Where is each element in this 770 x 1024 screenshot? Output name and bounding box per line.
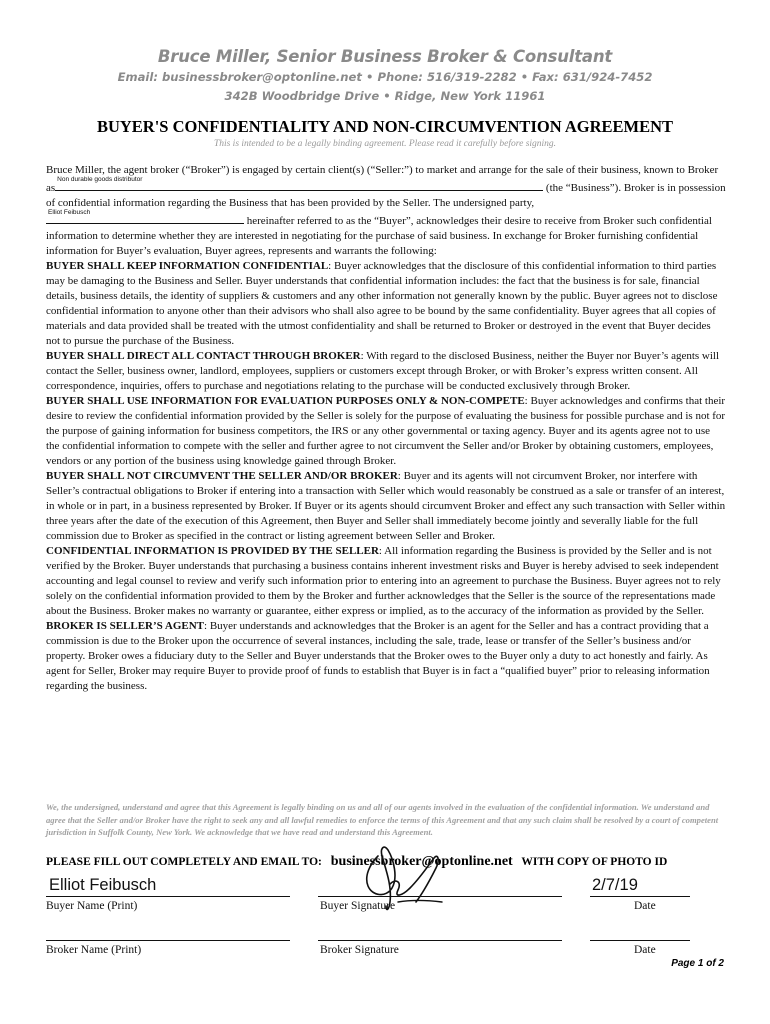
section-non-circumvent bbox=[46, 469, 726, 544]
buyer-party-field[interactable] bbox=[46, 211, 244, 224]
buyer-name-label: Buyer Name (Print) bbox=[46, 900, 138, 912]
business-name-field[interactable] bbox=[55, 178, 543, 191]
section-heading: BROKER IS SELLER’S AGENT bbox=[46, 620, 205, 632]
buyer-party-value: Elliot Feibusch bbox=[48, 209, 91, 216]
broker-address-line: 342B Woodbridge Drive • Ridge, New York 11961 bbox=[224, 89, 546, 103]
section-heading: CONFIDENTIAL INFORMATION IS PROVIDED BY THE SELLER bbox=[46, 545, 379, 557]
broker-signature-field[interactable] bbox=[318, 940, 562, 941]
instructions-tail: WITH COPY OF PHOTO ID bbox=[521, 856, 668, 868]
section-text: : Buyer acknowledges and confirms that their desire to review the confidential information provided by the Seller is solely for the purpose of evaluating the business for possible purchase and is not for the purpose of gaining information for business competitors, the IRS or any other governmental or taxing agency. Buyer and its agents agree not to use the confidential information to compete with the seller and further agree to not circumvent the Seller and/or Broker by obtaining customers, employees, vendors or any portion of the business using knowledge gained through Broker. bbox=[46, 395, 726, 467]
section-evaluation-purposes bbox=[46, 394, 726, 469]
section-text: : Buyer and its agents will not circumvent Broker, nor interfere with Seller’s contractual obligations to Broker if entering into a transaction with Seller which would reasonably be construed as a sale or transfer of an interest, in whole or in part, in a business represented by Broker. If Buyer or its agents should circumvent Broker and effect any such transaction with Seller within three years after the date of the execution of this Agreement, then Buyer and Seller shall immediately become jointly and severally liable for the full commission due to Broker as specified in the contract or listing agreement between Seller and Broker. bbox=[46, 470, 726, 542]
section-broker-is-seller-agent bbox=[46, 619, 726, 694]
section-text: : Buyer acknowledges that the disclosure of this confidential information to third parties may be damaging to the Business and Seller. Buyer understands that confidential information includes: the fact that the business is for sale, financial details, business details, the identity of suppliers & customers and any other information not generally known by the public. Buyer agrees not to disclose confidential information to anyone other than their advisors who shall also agree to be bound by the same confidentiality. Buyer agrees that all copies of materials and data provided shall be treated with the utmost confidentiality and shall be returned to Broker or destroyed in the event that Buyer decides not to pursue the purchase of the Business. bbox=[46, 260, 718, 347]
section-heading: BUYER SHALL USE INFORMATION FOR EVALUATION PURPOSES ONLY & NON-COMPETE bbox=[46, 395, 525, 407]
page-number: Page 1 of 2 bbox=[671, 958, 724, 969]
broker-date-label: Date bbox=[634, 944, 656, 956]
section-text: : Buyer understands and acknowledges that the Broker is an agent for the Seller and has a contract providing that a commission is due to the Broker upon the occurrence of several instances, including the sale, trade, lease or transfer of the Seller’s business and/or property. Broker owes a fiduciary duty to the Seller and Buyer understands that the Broker owes to the Buyer only a duty to act honestly and fairly. As agent for Seller, Broker may require Buyer to provide proof of funds to establish that Buyer is in fact a “qualified buyer” prior to releasing information regarding the business. bbox=[46, 620, 710, 692]
broker-name-header: Bruce Miller, Senior Business Broker & Consultant bbox=[157, 47, 613, 66]
section-info-provided-by-seller bbox=[46, 544, 726, 619]
broker-contact-line: Email: businessbroker@optonline.net • Phone: 516/319-2282 • Fax: 631/924-7452 bbox=[117, 70, 653, 84]
submission-email-link[interactable]: businessbroker@optonline.net bbox=[330, 854, 513, 869]
section-heading: BUYER SHALL DIRECT ALL CONTACT THROUGH BROKER bbox=[46, 350, 361, 362]
buyer-date-label: Date bbox=[634, 900, 656, 912]
instructions-lead: PLEASE FILL OUT COMPLETELY AND EMAIL TO: bbox=[46, 856, 322, 868]
section-confidential bbox=[46, 259, 726, 349]
buyer-date-field[interactable] bbox=[590, 896, 690, 897]
buyer-date-value: 2/7/19 bbox=[592, 876, 638, 894]
intro-text-2: (the “Business”). Broker is in possession of confidential information regarding the Business that has been provided by the Seller. The undersigned party, bbox=[46, 182, 726, 209]
broker-name-field[interactable] bbox=[46, 940, 290, 941]
buyer-signature-label: Buyer Signature bbox=[320, 900, 396, 912]
broker-date-field[interactable] bbox=[590, 940, 690, 941]
section-contact-through-broker bbox=[46, 349, 726, 394]
section-text: : With regard to the disclosed Business, neither the Buyer nor Buyer’s agents will contact the Seller, business owner, landlord, employees, suppliers or customers except through Broker, or with Broker’s express written consent. All correspondence, inquiries, offers to purchase and negotiations relating to the purchase will be conducted exclusively through Broker. bbox=[46, 350, 720, 392]
broker-name-label: Broker Name (Print) bbox=[46, 944, 142, 956]
buyer-name-field[interactable] bbox=[46, 896, 290, 897]
agreement-body bbox=[46, 163, 726, 694]
intro-paragraph bbox=[46, 163, 726, 259]
buyer-name-value: Elliot Feibusch bbox=[49, 876, 157, 894]
broker-signature-label: Broker Signature bbox=[320, 944, 399, 956]
section-text: : All information regarding the Business is provided by the Seller and is not verified by the Broker. Buyer understands that purchasing a business contains inherent investment risks and Buyer is hereby advised to seek independent accounting and legal counsel to review and verify such information prior to entering into an agreement to purchase the Business. Buyer agrees not to rely solely on the confidential information provided to them by the Broker and further acknowledges that the Seller is the source of the representations made about the Business. Broker makes no warranty or guarantee, either express or implied, as to the accuracy of the information as provided by the Seller. bbox=[46, 545, 721, 617]
intro-text-1: Bruce Miller, the agent broker (“Broker”) is engaged by certain client(s) (“Seller:”) to market and arrange for the sale of their business, known to Broker as bbox=[46, 164, 719, 194]
section-heading: BUYER SHALL NOT CIRCUMVENT THE SELLER AND/OR BROKER bbox=[46, 470, 398, 482]
buyer-handwritten-signature bbox=[358, 842, 450, 914]
disclaimer-text: We, the undersigned, understand and agree that this Agreement is legally binding on us and all of our agents involved in the evaluation of the confidential information. We understand and agree that the Seller and/or Broker have the right to seek any and all lawful remedies to enforce the terms of this Agreement and that any such claim shall be resolved by a court of competent jurisdiction in Suffolk County, New York. We acknowledge that we have read and understand this Agreement. bbox=[46, 802, 719, 837]
document-title: BUYER'S CONFIDENTIALITY AND NON-CIRCUMVENTION AGREEMENT bbox=[96, 117, 674, 136]
intro-text-3: hereinafter referred to as the “Buyer”, acknowledges their desire to receive from Broker such confidential information to determine whether they are interested in negotiating for the purchase of said business. In exchange for Broker furnishing confidential information for Buyer’s evaluation, Buyer agrees, represents and warrants the following: bbox=[46, 215, 712, 257]
business-name-value: Non durable goods distributor bbox=[57, 176, 143, 183]
section-heading: BUYER SHALL KEEP INFORMATION CONFIDENTIAL bbox=[46, 260, 329, 272]
document-subtitle: This is intended to be a legally binding agreement. Please read it carefully before signing. bbox=[213, 139, 557, 149]
